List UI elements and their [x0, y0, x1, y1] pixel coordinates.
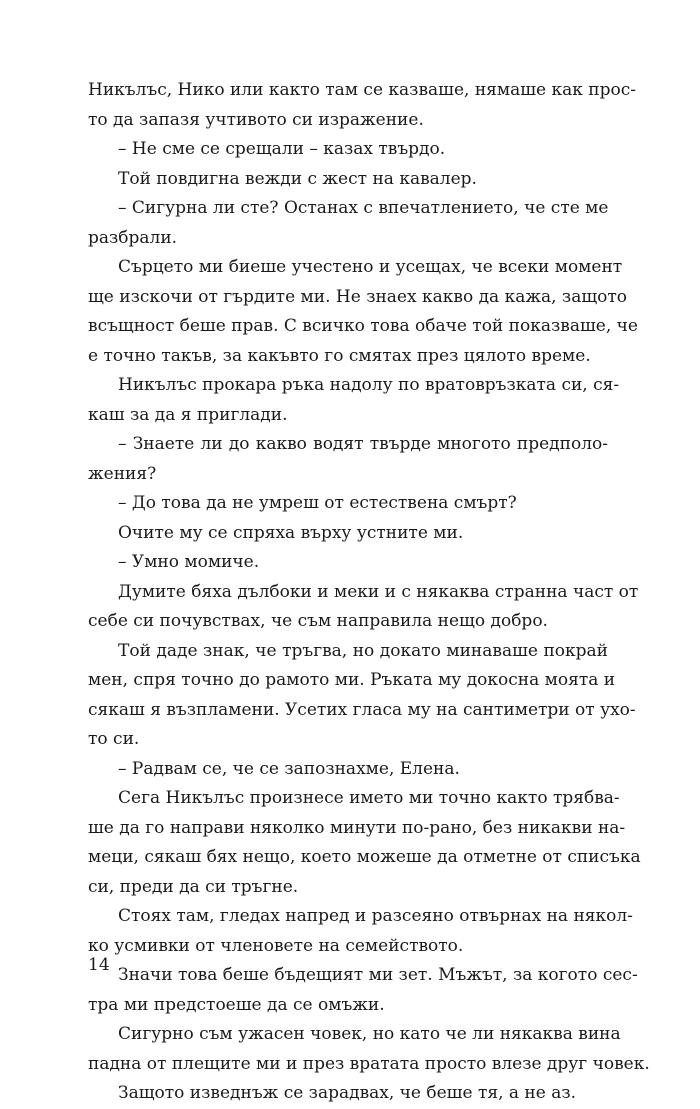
text-line: – Радвам се, че се запознахме, Елена.	[118, 758, 460, 779]
text-line: жения?	[88, 463, 157, 484]
text-line: Никълъс прокара ръка надолу по вратовръзката си, ся-	[118, 375, 620, 395]
text-line: то си.	[88, 729, 140, 749]
text-line: ко усмивки от членовете на семейството.	[88, 935, 464, 956]
body-text	[88, 76, 650, 1109]
text-line: Значи това беше бъдещият ми зет. Мъжът, за когото сес-	[118, 965, 638, 985]
text-line: мен, спря точно до рамото ми. Ръката му докосна моята и	[88, 670, 616, 690]
text-line: Сърцето ми биеше учестено и усещах, че всеки момент	[118, 257, 623, 277]
text-line: – Умно момиче.	[118, 552, 260, 572]
text-line: разбрали.	[88, 227, 178, 248]
text-line: – До това да не умреш от естествена смърт?	[118, 493, 517, 513]
text-line: Сега Никълъс произнесе името ми точно както трябва-	[118, 788, 620, 808]
text-line: ше да го направи няколко минути по-рано, без никакви на-	[88, 817, 626, 838]
text-line: Стоях там, гледах напред и разсеяно отвърнах на някол-	[118, 906, 633, 926]
text-line: то да запазя учтивото си изражение.	[88, 109, 424, 130]
text-line: Никълъс, Нико или както там се казваше, нямаше как прос-	[88, 80, 637, 100]
text-line: – Не сме се срещали – казах твърдо.	[118, 139, 446, 159]
text-line: себе си почувствах, че съм направила нещо добро.	[88, 611, 548, 631]
text-line: меци, сякаш бях нещо, което можеше да отметне от списъка	[88, 847, 641, 867]
text-line: – Знаете ли до какво водят твърде многото предполо-	[118, 434, 608, 454]
text-line: – Сигурна ли сте? Останах с впечатлението, че сте ме	[118, 198, 609, 218]
text-line: ще изскочи от гърдите ми. Не знаех какво да кажа, защото	[88, 286, 628, 307]
text-line: Очите му се спряха върху устните ми.	[118, 522, 464, 543]
text-line: Той повдигна вежди с жест на кавалер.	[118, 168, 477, 189]
text-line: всъщност беше прав. С всичко това обаче той показваше, че	[88, 316, 638, 336]
text-line: Той даде знак, че тръгва, но докато минаваше покрай	[118, 640, 608, 661]
text-line: тра ми предстоеше да се омъжи.	[88, 994, 385, 1015]
text-line: Думите бяха дълбоки и меки и с някаква странна част от	[118, 581, 639, 602]
text-line: падна от плещите ми и през вратата просто влезе друг човек.	[88, 1053, 650, 1074]
text-line: е точно такъв, за какъвто го смятах през цялото време.	[88, 345, 591, 366]
text-line: Сигурно съм ужасен човек, но като че ли някаква вина	[118, 1024, 621, 1044]
text-line: Защото изведнъж се зарадвах, че беше тя, а не аз.	[118, 1083, 577, 1103]
page-number: 14	[88, 955, 110, 975]
text-line: си, преди да си тръгне.	[88, 876, 299, 897]
text-line: каш за да я приглади.	[88, 404, 288, 425]
text-line: сякаш я възпламени. Усетих гласа му на сантиметри от ухо-	[88, 699, 636, 720]
